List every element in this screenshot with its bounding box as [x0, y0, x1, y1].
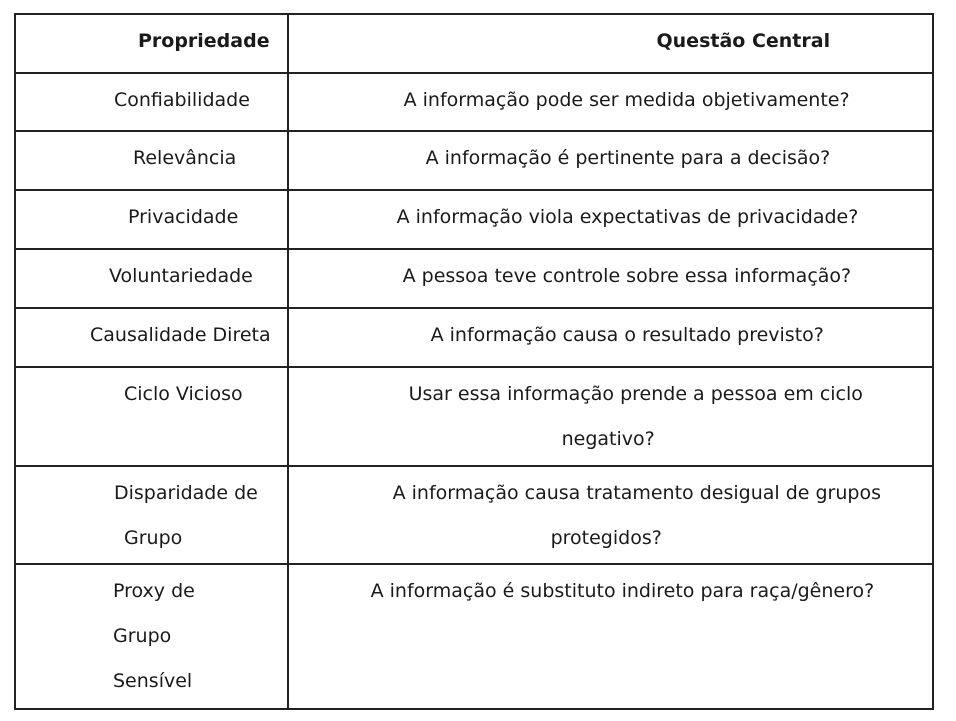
property-cell	[15, 190, 288, 249]
property-cell	[15, 308, 288, 367]
question-text: A informação causa o resultado previsto?	[430, 324, 824, 346]
property-text: Voluntariedade	[109, 265, 253, 287]
header-property-label: Propriedade	[137, 30, 270, 52]
table-row	[15, 190, 933, 249]
table-row	[15, 308, 933, 367]
property-text: Ciclo Vicioso	[124, 383, 243, 405]
question-text: A informação viola expectativas de privacidade?	[396, 206, 859, 228]
property-text: Relevância	[133, 147, 237, 169]
question-cell	[288, 564, 933, 709]
header-cell-question	[288, 14, 933, 73]
question-text: A informação é pertinente para a decisão?	[425, 147, 831, 169]
question-cell	[288, 367, 933, 466]
properties-table	[14, 13, 934, 710]
question-cell	[288, 466, 933, 564]
property-text-line-1: Disparidade de	[114, 482, 258, 504]
property-cell	[15, 466, 288, 564]
table-row	[15, 466, 933, 564]
question-cell	[288, 131, 933, 190]
table-row	[15, 73, 933, 131]
table-row	[15, 367, 933, 466]
table-row	[15, 131, 933, 190]
property-text-line-1: Proxy de	[113, 580, 195, 602]
question-text: A pessoa teve controle sobre essa informação?	[402, 265, 852, 287]
property-text: Privacidade	[128, 206, 239, 228]
property-cell	[15, 131, 288, 190]
property-cell	[15, 367, 288, 466]
table-header-row	[15, 14, 933, 73]
property-text: Causalidade Direta	[90, 324, 271, 346]
question-cell	[288, 190, 933, 249]
question-text-line-2: negativo?	[561, 428, 655, 450]
table-row	[15, 249, 933, 308]
question-text-line-1: A informação causa tratamento desigual de grupos	[392, 482, 881, 504]
property-cell	[15, 73, 288, 131]
header-cell-property	[15, 14, 288, 73]
question-cell	[288, 73, 933, 131]
property-text-line-3: Sensível	[113, 670, 193, 692]
question-text: A informação é substituto indireto para raça/gênero?	[370, 580, 875, 602]
property-cell	[15, 249, 288, 308]
question-cell	[288, 308, 933, 367]
property-text-line-2: Grupo	[113, 625, 172, 647]
property-text: Confiabilidade	[114, 89, 250, 111]
question-cell	[288, 249, 933, 308]
table-row	[15, 564, 933, 709]
header-question-label: Questão Central	[656, 30, 831, 52]
question-text: A informação pode ser medida objetivamente?	[403, 89, 850, 111]
property-text-line-2: Grupo	[124, 527, 183, 549]
property-cell	[15, 564, 288, 709]
question-text-line-2: protegidos?	[550, 527, 662, 549]
question-text-line-1: Usar essa informação prende a pessoa em ciclo	[408, 383, 863, 405]
